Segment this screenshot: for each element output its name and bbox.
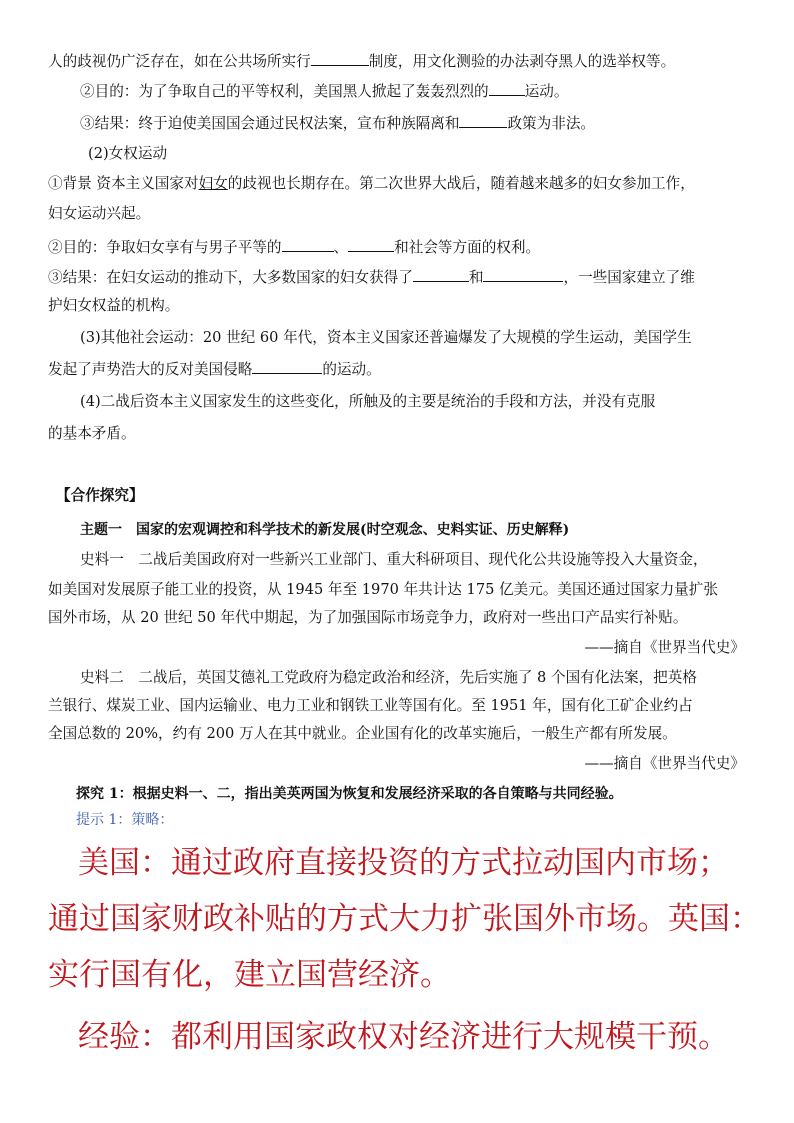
text-line: ②目的：争取妇女享有与男子平等的 、 和社会等方面的权利。 <box>48 236 748 258</box>
answer-line: 通过国家财政补贴的方式大力扩张国外市场。英国： <box>48 901 761 937</box>
text-line: 人的歧视仍广泛存在，如在公共场所实行 制度，用文化测验的办法剥夺黑人的选举权等。 <box>48 50 748 72</box>
answer-line: 实行国有化，建立国营经济。 <box>48 957 451 993</box>
text-line: 妇女运动兴起。 <box>48 205 151 222</box>
answer-line: 经验：都利用国家政权对经济进行大规模干预。 <box>78 1019 729 1055</box>
source-line: 全国总数的 20%，约有 200 万人在其中就业。企业国有化的改革实施后，一般生产都有所发展。 <box>48 725 677 742</box>
fill-blank[interactable] <box>282 236 334 252</box>
source-line: 如美国对发展原子能工业的投资，从 1945 年至 1970 年共计达 175 亿美元。美国还通过国家力量扩张 <box>48 581 718 598</box>
source-line: 史料一 二战后美国政府对一些新兴工业部门、重大科研项目、现代化公共设施等投入大量资金， <box>80 551 708 568</box>
fill-blank[interactable] <box>252 358 322 374</box>
fill-blank[interactable] <box>413 266 469 282</box>
hint-label: 提示 1：策略： <box>76 812 174 828</box>
answer-line: 美国：通过政府直接投资的方式拉动国内市场； <box>78 845 729 881</box>
text-line: ①背景 资本主义国家对妇女的歧视也长期存在。第二次世界大战后，随着越来越多的妇女参加工作， <box>48 175 695 192</box>
subheading: (2)女权运动 <box>88 145 168 162</box>
theme-title: 主题一 国家的宏观调控和科学技术的新发展(时空观念、史料实证、历史解释) <box>80 522 570 538</box>
text-line: ③结果：在妇女运动的推动下，大多数国家的妇女获得了 和 ，一些国家建立了维 <box>48 266 748 288</box>
text-line: ②目的：为了争取自己的平等权利，美国黑人掀起了轰轰烈烈的 运动。 <box>80 80 780 102</box>
text-line: 的基本矛盾。 <box>48 425 136 442</box>
fill-blank[interactable] <box>483 266 563 282</box>
fill-blank[interactable] <box>311 50 369 66</box>
text-line: ③结果：终于迫使美国国会通过民权法案，宣布种族隔离和 政策为非法。 <box>80 112 780 134</box>
source-line: 兰银行、煤炭工业、国内运输业、电力工业和钢铁工业等国有化。至 1951 年，国有化工矿企业约占 <box>48 697 693 714</box>
text-line: (3)其他社会运动：20 世纪 60 年代，资本主义国家还普遍爆发了大规模的学生运动，美国学生 <box>80 329 692 346</box>
citation: ——摘自《世界当代史》 <box>584 755 745 772</box>
fill-blank[interactable] <box>348 236 394 252</box>
source-line: 史料二 二战后，英国艾德礼工党政府为稳定政治和经济，先后实施了 8 个国有化法案，把英格 <box>80 669 697 686</box>
question: 探究 1：根据史料一、二，指出美英两国为恢复和发展经济采取的各自策略与共同经验。 <box>76 786 623 802</box>
text-line: 护妇女权益的机构。 <box>48 297 180 314</box>
fill-blank[interactable] <box>459 112 507 128</box>
section-heading: 【合作探究】 <box>56 487 144 504</box>
source-line: 国外市场，从 20 世纪 50 年代中期起，为了加强国际市场竞争力，政府对一些出口产品实行补贴。 <box>48 609 688 626</box>
text-line: (4)二战后资本主义国家发生的这些变化，所触及的主要是统治的手段和方法，并没有克服 <box>80 393 656 410</box>
text-line: 发起了声势浩大的反对美国侵略 的运动。 <box>48 358 748 380</box>
fill-blank[interactable] <box>489 80 525 96</box>
citation: ——摘自《世界当代史》 <box>584 639 745 656</box>
